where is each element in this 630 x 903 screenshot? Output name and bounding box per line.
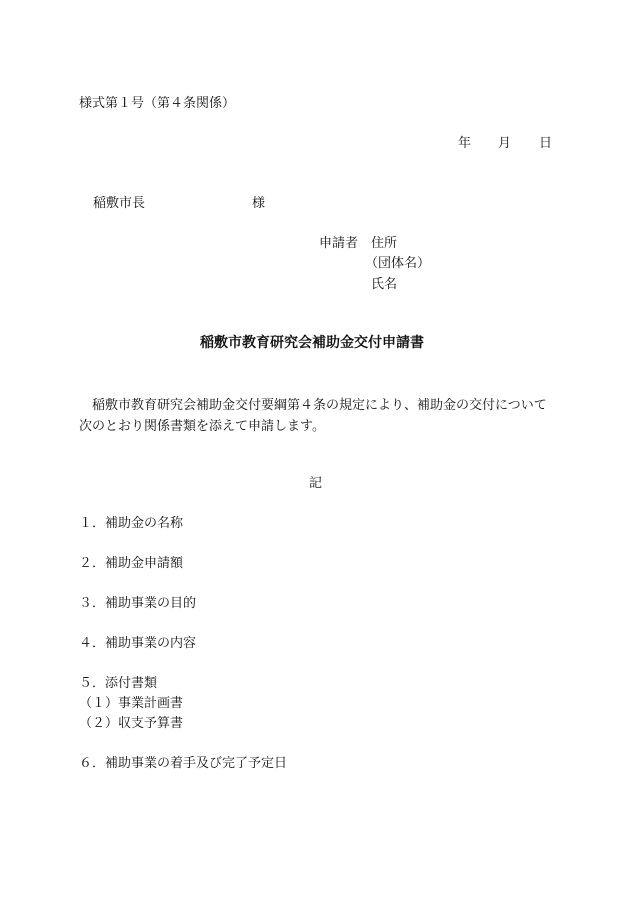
address-label: 住所 (371, 236, 398, 251)
addressee-name: 稲敷市長 (93, 196, 146, 211)
attachment-1: （１）事業計画書 (79, 696, 184, 711)
group-name-label: （団体名） (365, 256, 431, 271)
date-year: 年 (458, 136, 472, 151)
item-2: ２．補助金申請額 (79, 556, 184, 571)
item-3: ３．補助事業の目的 (79, 596, 197, 611)
ki-heading: 記 (309, 476, 323, 491)
applicant-label: 申請者 (319, 236, 359, 251)
addressee-honorific: 様 (252, 196, 266, 211)
item-4: ４．補助事業の内容 (79, 636, 197, 651)
attachment-2: （２）収支予算書 (79, 716, 184, 731)
form-number: 様式第１号（第４条関係） (79, 96, 236, 111)
item-5: ５．添付書類 (79, 676, 158, 691)
date-day: 日 (539, 136, 553, 151)
date-month: 月 (498, 136, 512, 151)
document-title: 稲敷市教育研究会補助金交付申請書 (200, 335, 424, 351)
name-label: 氏名 (371, 277, 398, 292)
item-1: １．補助金の名称 (79, 516, 184, 531)
item-6: ６．補助事業の着手及び完了予定日 (79, 756, 288, 771)
body-paragraph: 稲敷市教育研究会補助金交付要綱第４条の規定により、補助金の交付について次のとおり関係書類を添えて申請します。 (79, 398, 547, 434)
